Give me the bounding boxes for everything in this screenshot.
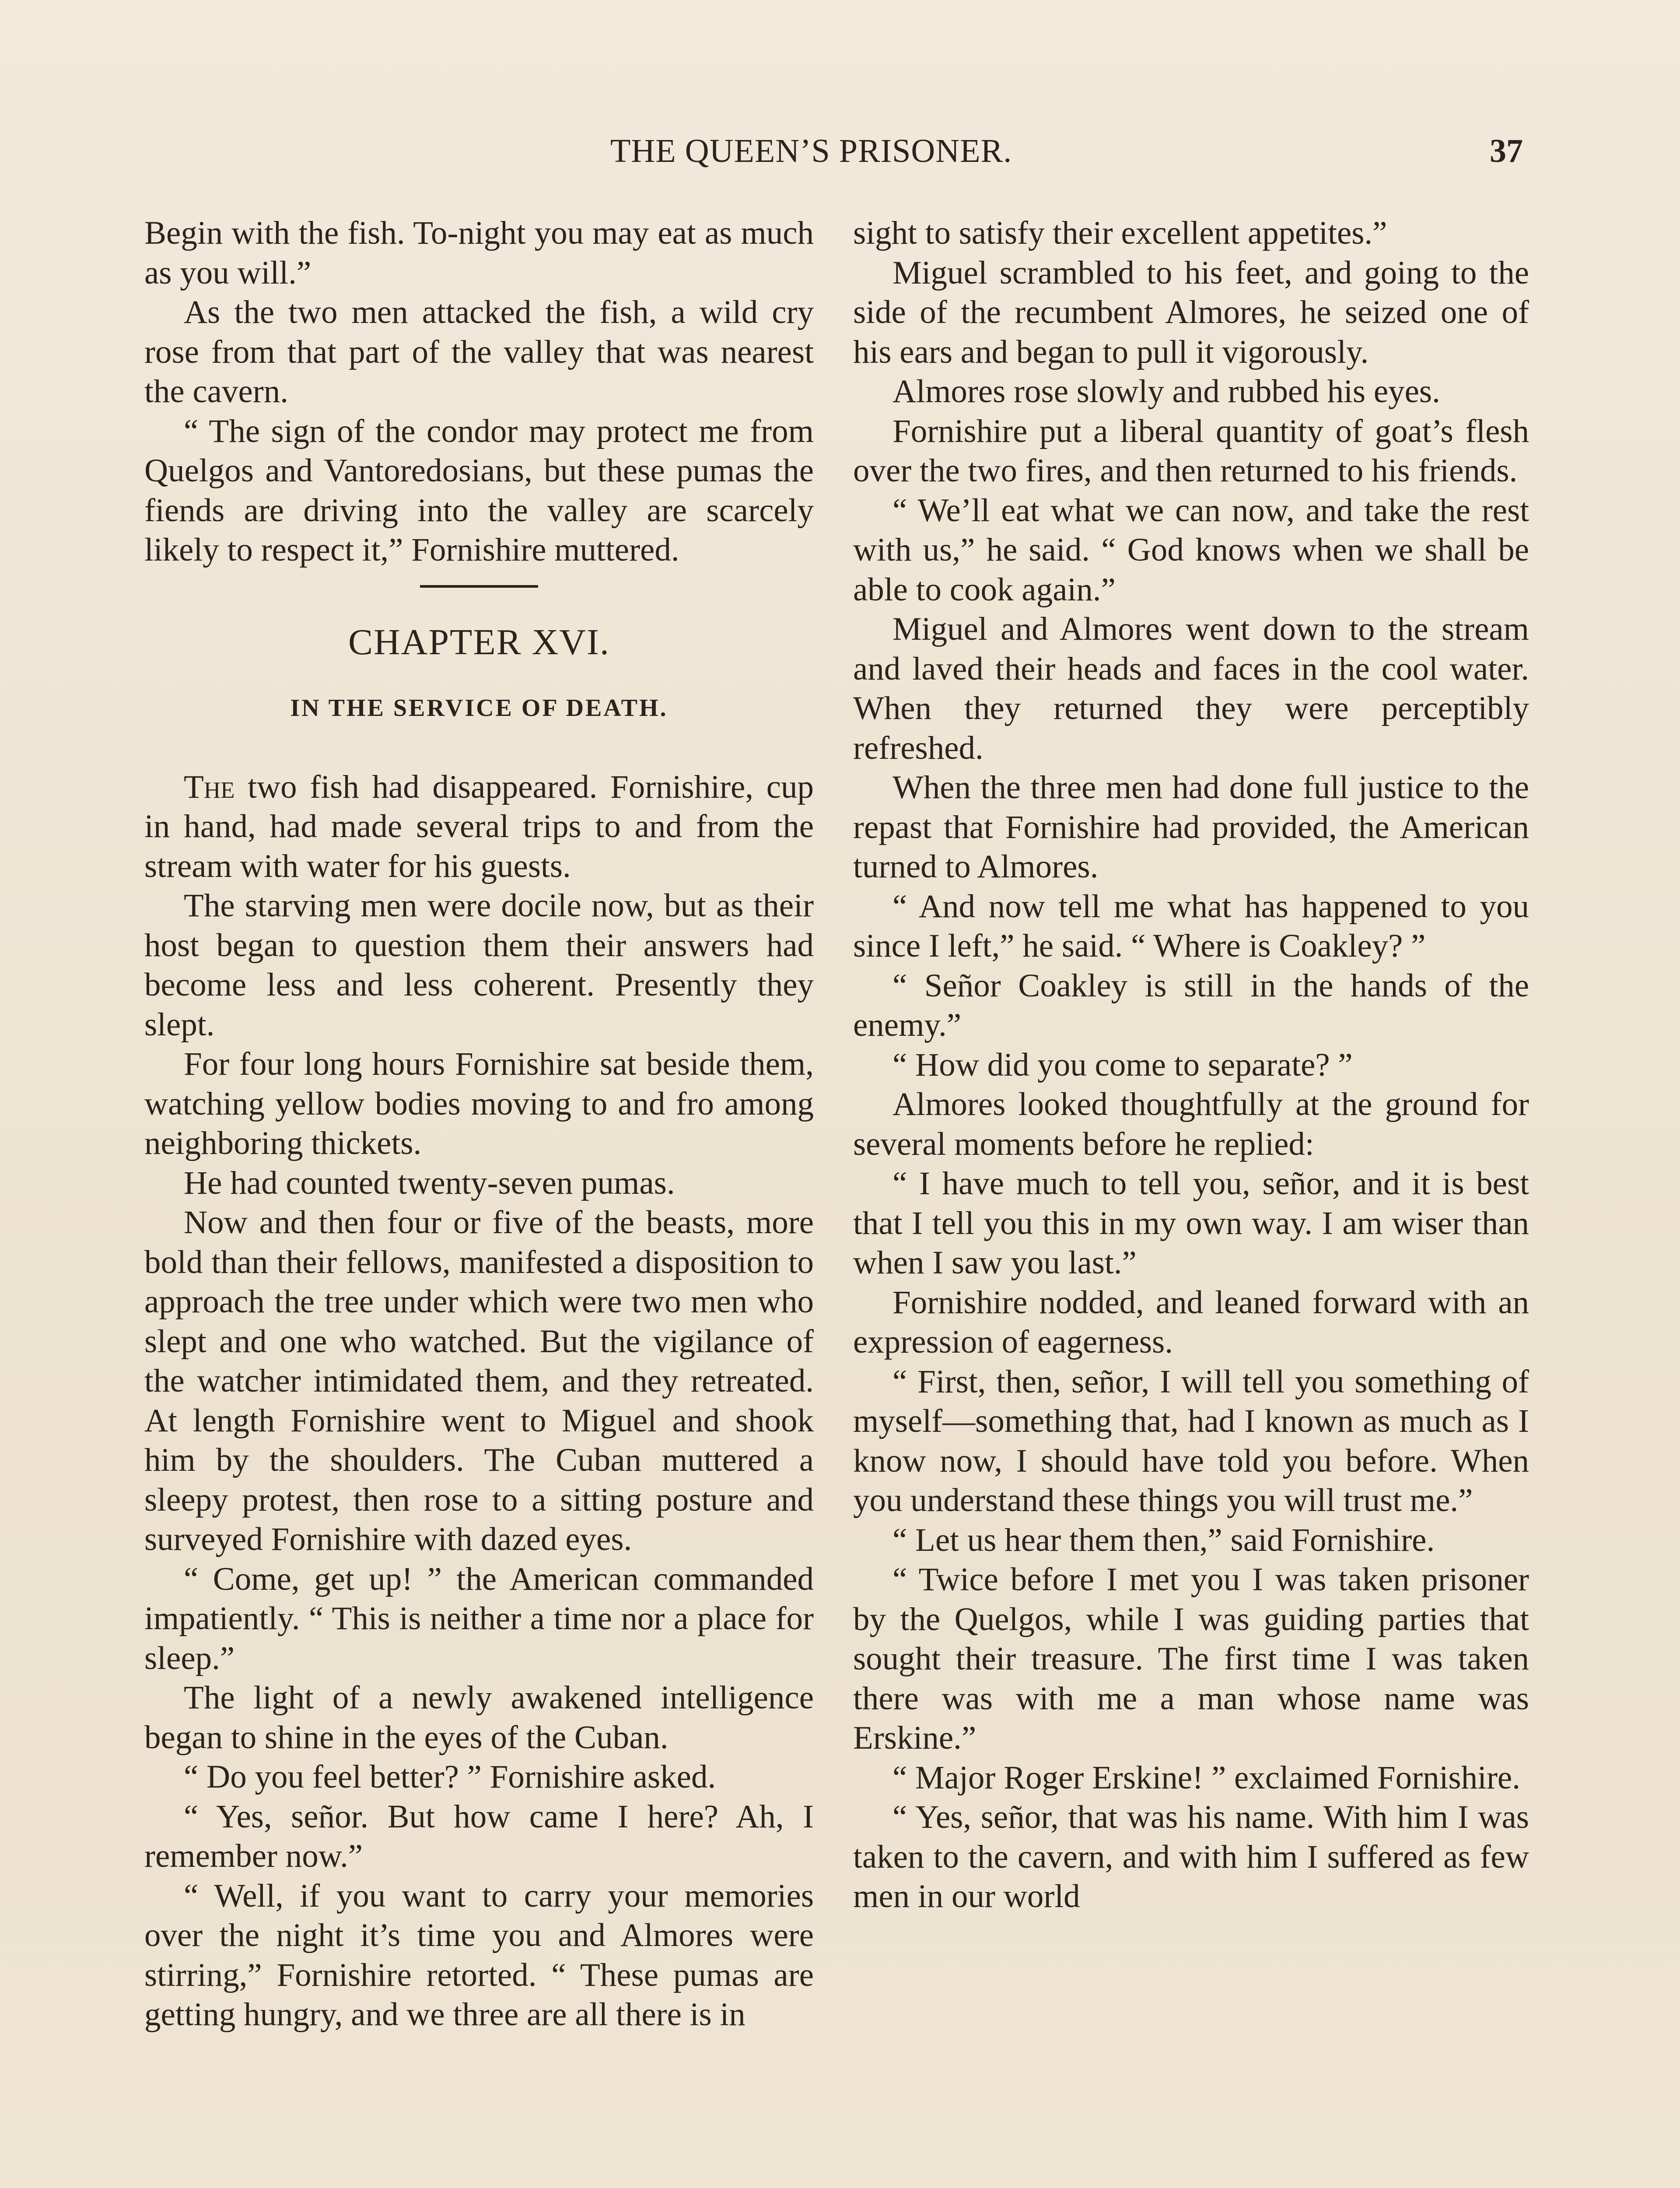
paragraph: “ The sign of the condor may protect me from Quelgos and Vantoredosians, but these pumas the fiends are driving into the valley are scarcely likely to respect it,” Fornishire muttered. <box>144 413 814 568</box>
paragraph: “ Well, if you want to carry your memories over the night it’s time you and Almores were stirring,” Fornishire retorted. “ These pumas are getting hungry, and we three are all there is in <box>144 1877 814 2033</box>
left-column <box>144 214 814 2035</box>
page-number: 37 <box>1490 133 1523 169</box>
paragraph: sight to satisfy their excellent appetites.” <box>853 215 1387 251</box>
paragraph: For four long hours Fornishire sat beside them, watching yellow bodies moving to and fro among neighboring thickets. <box>144 1046 814 1161</box>
paragraph: “ Come, get up! ” the American commanded impatiently. “ This is neither a time nor a place for sleep.” <box>144 1560 814 1676</box>
paragraph: “ And now tell me what has happened to you since I left,” he said. “ Where is Coakley? ” <box>853 888 1529 964</box>
paragraph: Begin with the fish. To-night you may eat as much as you will.” <box>144 215 814 291</box>
opening-text: two fish had disappeared. Fornishire, cup in hand, had made several trips to and from the stream with water for his guests. <box>144 768 814 884</box>
paragraph: “ How did you come to separate? ” <box>892 1046 1353 1083</box>
paragraph: “ Yes, señor, that was his name. With him I was taken to the cavern, and with him I suffered as few men in our world <box>853 1799 1529 1914</box>
right-column <box>853 214 1529 1917</box>
paragraph: “ I have much to tell you, señor, and it is best that I tell you this in my own way. I am wiser than when I saw you last.” <box>853 1165 1529 1281</box>
paragraph: As the two men attacked the fish, a wild cry rose from that part of the valley that was nearest the cavern. <box>144 294 814 410</box>
paragraph: Almores looked thoughtfully at the ground for several moments before he replied: <box>853 1086 1529 1162</box>
paragraph: Miguel scrambled to his feet, and going to the side of the recumbent Almores, he seized one of his ears and began to pull it vigorously. <box>853 254 1529 370</box>
paragraph: The starving men were docile now, but as their host began to question them their answers had become less and less coherent. Presently they slept. <box>144 887 814 1043</box>
paragraph: When the three men had done full justice to the repast that Fornishire had provided, the American turned to Almores. <box>853 769 1529 885</box>
paragraph: Fornishire nodded, and leaned forward with an expression of eagerness. <box>853 1284 1529 1360</box>
paragraph: “ Major Roger Erskine! ” exclaimed Fornishire. <box>892 1759 1520 1796</box>
paragraph: “ First, then, señor, I will tell you something of myself—something that, had I known as much as I know now, I should have told you before. When you understand these things you will trust me.” <box>853 1363 1529 1518</box>
chapter-divider <box>420 585 538 588</box>
paragraph: Almores rose slowly and rubbed his eyes. <box>892 373 1440 410</box>
paragraph: The light of a newly awakened intelligence began to shine in the eyes of the Cuban. <box>144 1680 814 1756</box>
drop-word: The <box>184 768 235 805</box>
running-head: THE QUEEN’S PRISONER. <box>610 133 1012 169</box>
paragraph: “ Yes, señor. But how came I here? Ah, I remember now.” <box>144 1798 814 1874</box>
paragraph: He had counted twenty-seven pumas. <box>184 1164 675 1201</box>
paragraph: Fornishire put a liberal quantity of goat’s flesh over the two fires, and then returned to his friends. <box>853 413 1529 489</box>
chapter-opening-paragraph <box>144 768 814 887</box>
chapter-subtitle: IN THE SERVICE OF DEATH. <box>290 694 668 722</box>
paragraph: Now and then four or five of the beasts, more bold than their fellows, manifested a disposition to approach the tree under which were two men who slept and one who watched. But the vigilance of the watcher intimidated them, and they retreated. At length Fornishire went to Miguel and shook him by the shoulders. The Cuban muttered a sleepy protest, then rose to a sitting posture and surveyed Fornishire with dazed eyes. <box>144 1204 814 1557</box>
paragraph: “ Do you feel better? ” Fornishire asked. <box>184 1759 716 1795</box>
paragraph: “ We’ll eat what we can now, and take the rest with us,” he said. “ God knows when we shall be able to cook again.” <box>853 492 1529 608</box>
chapter-title: CHAPTER XVI. <box>348 621 610 663</box>
paragraph: Miguel and Almores went down to the stream and laved their heads and faces in the cool water. When they returned they were perceptibly refreshed. <box>853 611 1529 766</box>
paragraph: “ Twice before I met you I was taken prisoner by the Quelgos, while I was guiding parties that sought their treasure. The first time I was taken there was with me a man whose name was Erskine.” <box>853 1561 1529 1756</box>
paragraph: “ Let us hear them then,” said Fornishire. <box>892 1522 1435 1558</box>
paragraph: “ Señor Coakley is still in the hands of the enemy.” <box>853 967 1529 1043</box>
